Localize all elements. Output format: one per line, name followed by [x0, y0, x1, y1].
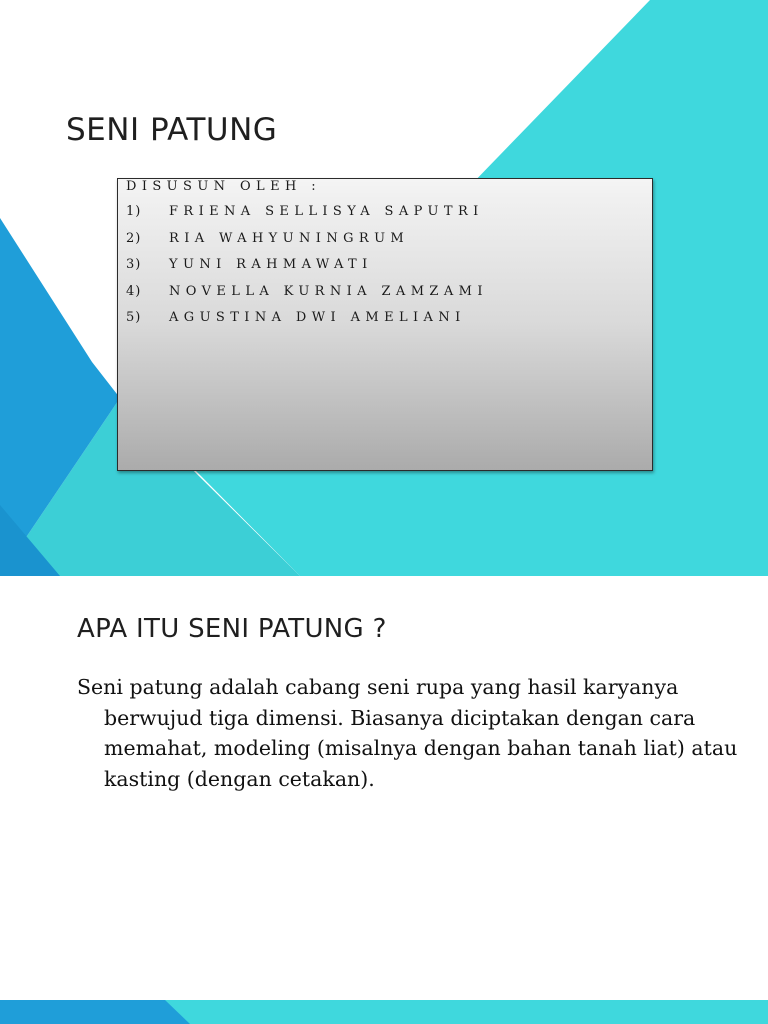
box-heading: DISUSUN OLEH : — [126, 179, 322, 194]
blue-strip — [0, 1000, 190, 1024]
bottom-accent-strip — [0, 1000, 768, 1024]
author-name: AGUSTINA DWI AMELIANI — [169, 310, 466, 325]
content-slide — [0, 576, 768, 1024]
author-name: FRIENA SELLISYA SAPUTRI — [169, 204, 484, 219]
slide-title: APA ITU SENI PATUNG ? — [77, 614, 387, 644]
author-number: 1) — [126, 204, 142, 219]
list-item — [126, 310, 488, 337]
list-item — [126, 231, 488, 258]
authors-list — [126, 204, 488, 337]
authors-box — [117, 178, 653, 471]
author-name: YUNI RAHMAWATI — [169, 257, 373, 272]
author-number: 4) — [126, 283, 142, 299]
list-item — [126, 284, 488, 311]
body-paragraph: Seni patung adalah cabang seni rupa yang hasil karyanya berwujud tiga dimensi. Biasanya diciptakan dengan cara memahat, modeling (misalnya dengan bahan tanah liat) atau kasting (dengan cetakan). — [77, 675, 738, 791]
author-number: 3) — [126, 257, 142, 272]
list-item — [126, 257, 488, 284]
slide-title: SENI PATUNG — [66, 112, 278, 148]
author-name: NOVELLA KURNIA ZAMZAMI — [169, 283, 488, 299]
author-name: RIA WAHYUNINGRUM — [169, 230, 410, 246]
list-item — [126, 204, 488, 231]
author-number: 5) — [126, 310, 142, 325]
author-number: 2) — [126, 230, 142, 246]
